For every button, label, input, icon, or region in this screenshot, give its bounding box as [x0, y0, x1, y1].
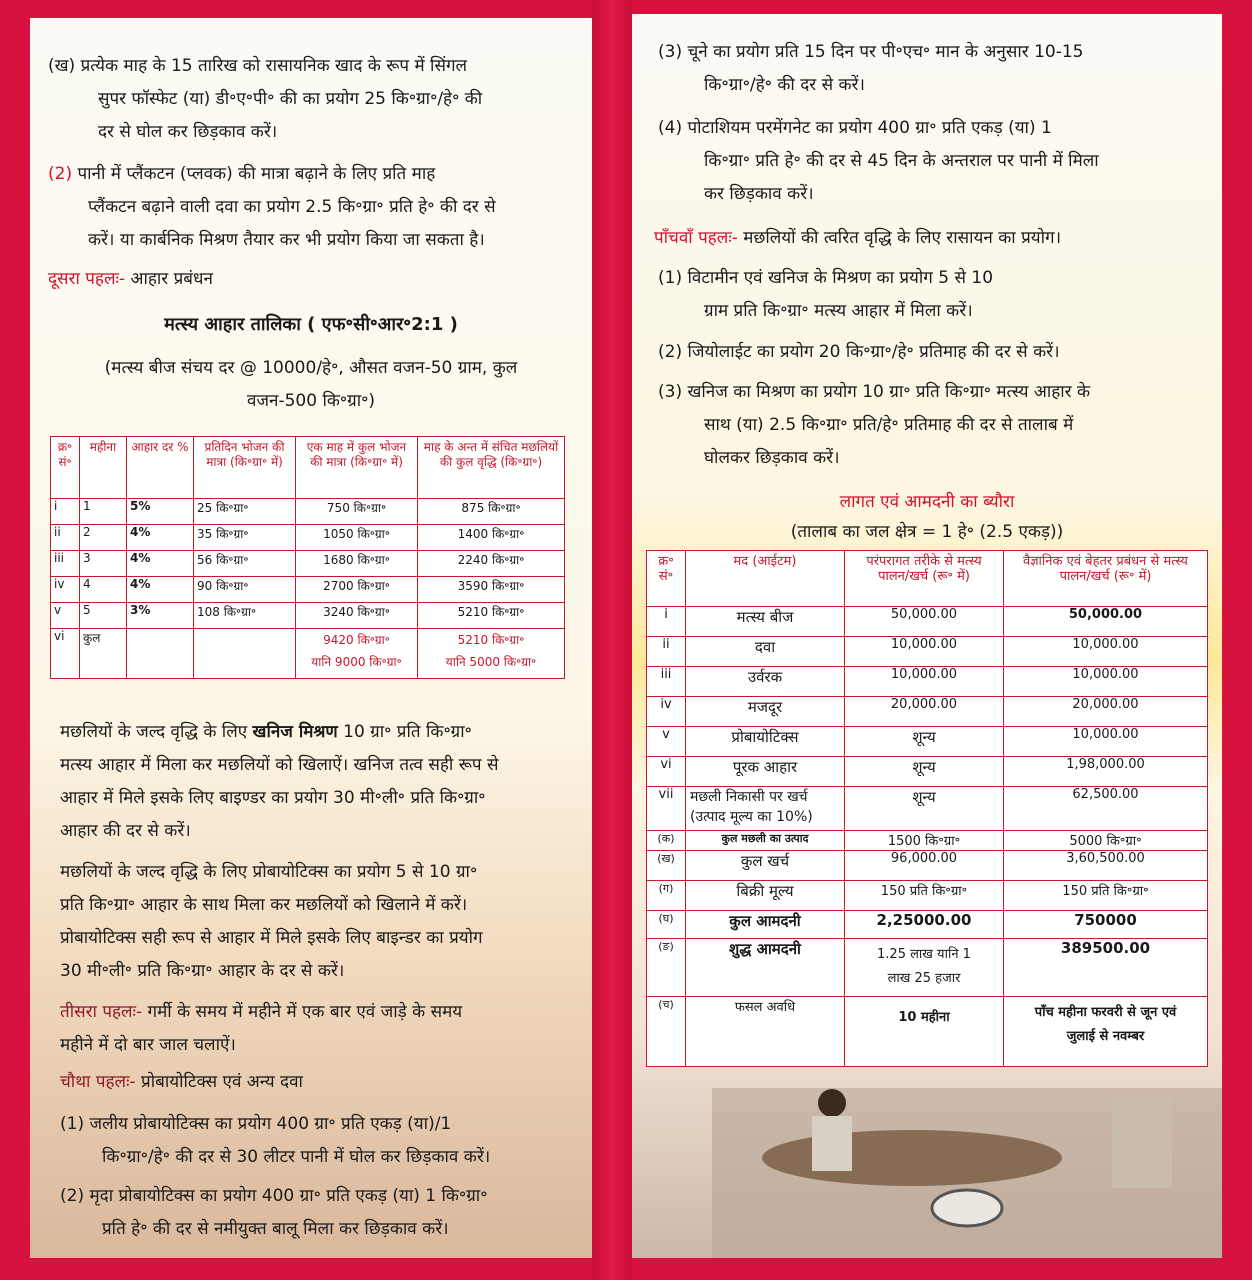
cost-table	[646, 550, 1208, 1067]
cost-title: लागत एवं आमदनी का ब्यौरा	[839, 492, 1015, 512]
feed-table-title: मत्स्य आहार तालिका ( एफ॰सी॰आर॰2:1 )	[164, 314, 458, 335]
table-row: iv 4 4% 90 कि॰ग्रा॰ 2700 कि॰ग्रा॰ 3590 कि॰ग्रा॰	[51, 577, 565, 603]
fourth-step: चौथा पहलः- प्रोबायोटिक्स एवं अन्य दवा	[60, 1072, 303, 1092]
bowl	[932, 1190, 1002, 1226]
fifth-item-1: (1) विटामीन एवं खनिज के मिश्रण का प्रयोग 5 से 10 ग्राम प्रति कि॰ग्रा॰ मत्स्य आहार में मिला करें।	[658, 268, 994, 321]
fisherman-right	[1112, 1098, 1172, 1188]
table-row: (ङ) शुद्ध आमदनी 1.25 लाख यानि 1 लाख 25 हजार 389500.00	[647, 939, 1208, 997]
fourth-item-1: (1) जलीय प्रोबायोटिक्स का प्रयोग 400 ग्रा॰ प्रति एकड़ (या)/1 कि॰ग्रा॰/हे॰ की दर से 30 लीटर पानी में घोल कर छिड़काव करें।	[60, 1114, 491, 1167]
table-row: (क) कुल मछली का उत्पाद 1500 कि॰ग्रा॰ 5000 कि॰ग्रा॰	[647, 831, 1208, 851]
item-4: (4) पोटाशियम परमेंगनेट का प्रयोग 400 ग्रा॰ प्रति एकड़ (या) 1 कि॰ग्रा॰ प्रति हे॰ की दर से 45 दिन के अन्तराल पर पानी में मिला कर छिड़काव करें।	[658, 118, 1099, 204]
table-total-row: vi कुल 9420 कि॰ग्रा॰ यानि 9000 कि॰ग्रा॰ 5210 कि॰ग्रा॰ यानि 5000 कि॰ग्रा॰	[51, 629, 565, 679]
second-step: दूसरा पहलः- आहार प्रबंधन	[48, 269, 213, 289]
cost-table-header: क्र॰ सं॰ मद (आईटम) परंपरागत तरीके से मत्स्य पालन/खर्च (रू॰ में) वैज्ञानिक एवं बेहतर प्रबंधन से मत्स्य पालन/खर्च (रू॰ में)	[647, 551, 1208, 607]
fifth-item-3: (3) खनिज का मिश्रण का प्रयोग 10 ग्रा॰ प्रति कि॰ग्रा॰ मत्स्य आहार के साथ (या) 2.5 कि॰ग्रा॰ प्रति/हे॰ प्रतिमाह की दर से तालाब में घोलकर छिड़काव करें।	[658, 382, 1091, 468]
fourth-item-2: (2) मृदा प्रोबायोटिक्स का प्रयोग 400 ग्रा॰ प्रति एकड़ (या) 1 कि॰ग्रा॰ प्रति हे॰ की दर से नमीयुक्त बालू मिला कर छिड़काव करें।	[60, 1186, 488, 1239]
table-row: (घ) कुल आमदनी 2,25000.00 750000	[647, 911, 1208, 939]
page-fold	[592, 0, 632, 1280]
table-row: ii दवा 10,000.00 10,000.00	[647, 637, 1208, 667]
table-row: iii 3 4% 56 कि॰ग्रा॰ 1680 कि॰ग्रा॰ 2240 कि॰ग्रा॰	[51, 551, 565, 577]
fifth-item-2: (2) जियोलाईट का प्रयोग 20 कि॰ग्रा॰/हे॰ प्रतिमाह की दर से करें।	[658, 342, 1060, 362]
table-row: iv मजदूर 20,000.00 20,000.00	[647, 697, 1208, 727]
net	[762, 1130, 1062, 1186]
para-kha: (ख) प्रत्येक माह के 15 तारिख को रासायनिक खाद के रूप में सिंगल सुपर फॉस्फेट (या) डी॰ए॰पी॰ की का प्रयोग 25 कि॰ग्रा॰/हे॰ की दर से घोल कर छिड़काव करें।	[48, 56, 483, 142]
table-row: (च) फसल अवधि 10 महीना पाँच महीना फरवरी से जून एवं जुलाई से नवम्बर	[647, 997, 1208, 1067]
feed-table-header: क्र॰ सं॰ महीना आहार दर % प्रतिदिन भोजन की मात्रा (कि॰ग्रा॰ में) एक माह में कुल भोजन की मात्रा (कि॰ग्रा॰ में) माह के अन्त में संचित मछलियों की कुल वृद्धि (कि॰ग्रा॰)	[51, 437, 565, 499]
table-row: i मत्स्य बीज 50,000.00 50,000.00	[647, 607, 1208, 637]
table-row: ii 2 4% 35 कि॰ग्रा॰ 1050 कि॰ग्रा॰ 1400 कि॰ग्रा॰	[51, 525, 565, 551]
third-step: तीसरा पहलः- गर्मी के समय में महीने में एक बार एवं जाड़े के समय महीने में दो बार जाल चलाऐं।	[60, 1002, 463, 1055]
table-row: (ख) कुल खर्च 96,000.00 3,60,500.00	[647, 851, 1208, 881]
para-2: (2) पानी में प्लैंकटन (प्लवक) की मात्रा बढ़ाने के लिए प्रति माह प्लैंकटन बढ़ाने वाली दवा का प्रयोग 2.5 कि॰ग्रा॰ प्रति हे॰ की दर से करें। या कार्बनिक मिश्रण तैयार कर भी प्रयोग किया जा सकता है।	[48, 164, 496, 250]
mineral-bold: खनिज मिश्रण	[252, 722, 338, 742]
table-row: iii उर्वरक 10,000.00 10,000.00	[647, 667, 1208, 697]
fisherman-head	[818, 1089, 846, 1117]
fisherman-body	[812, 1116, 852, 1171]
table-row: (ग) बिक्री मूल्य 150 प्रति कि॰ग्रा॰ 150 प्रति कि॰ग्रा॰	[647, 881, 1208, 911]
item-3: (3) चूने का प्रयोग प्रति 15 दिन पर पी॰एच॰ मान के अनुसार 10-15 कि॰ग्रा॰/हे॰ की दर से करें।	[658, 42, 1084, 95]
table-row: v प्रोबायोटिक्स शून्य 10,000.00	[647, 727, 1208, 757]
table-row: vii मछली निकासी पर खर्च (उत्पाद मूल्य का 10%) शून्य 62,500.00	[647, 787, 1208, 831]
cost-subtitle: (तालाब का जल क्षेत्र = 1 हे॰ (2.5 एकड़))	[790, 522, 1064, 542]
table-row: vi पूरक आहार शून्य 1,98,000.00	[647, 757, 1208, 787]
fifth-step: पाँचवाँ पहलः- मछलियों की त्वरित वृद्धि के लिए रासायन का प्रयोग।	[654, 228, 1062, 248]
para-2-number: (2)	[48, 164, 73, 184]
table-row: i 1 5% 25 कि॰ग्रा॰ 750 कि॰ग्रा॰ 875 कि॰ग्रा॰	[51, 499, 565, 525]
right-panel	[632, 14, 1222, 1258]
feed-table	[50, 436, 565, 679]
left-panel	[30, 18, 592, 1258]
mineral-para: मछलियों के जल्द वृद्धि के लिए खनिज मिश्रण 10 ग्रा॰ प्रति कि॰ग्रा॰ मत्स्य आहार में मिला कर मछलियों को खिलाऐं। खनिज तत्व सही रूप से आहार में मिले इसके लिए बाइण्डर का प्रयोग 30 मी॰ली॰ प्रति कि॰ग्रा॰ आहार की दर से करें।	[60, 722, 499, 841]
probiotic-para: मछलियों के जल्द वृद्धि के लिए प्रोबायोटिक्स का प्रयोग 5 से 10 ग्रा॰ प्रति कि॰ग्रा॰ आहार के साथ मिला कर मछलियों को खिलाने में करें। प्रोबायोटिक्स सही रूप से आहार में मिले इसके लिए बाइन्डर का प्रयोग 30 मी॰ली॰ प्रति कि॰ग्रा॰ आहार के दर से करें।	[60, 862, 483, 981]
table-row: v 5 3% 108 कि॰ग्रा॰ 3240 कि॰ग्रा॰ 5210 कि॰ग्रा॰	[51, 603, 565, 629]
feed-table-subtitle: (मत्स्य बीज संचय दर @ 10000/हे॰, औसत वजन-50 ग्राम, कुल वजन-500 कि॰ग्रा॰)	[104, 358, 518, 411]
fishermen-photo	[712, 1088, 1222, 1258]
